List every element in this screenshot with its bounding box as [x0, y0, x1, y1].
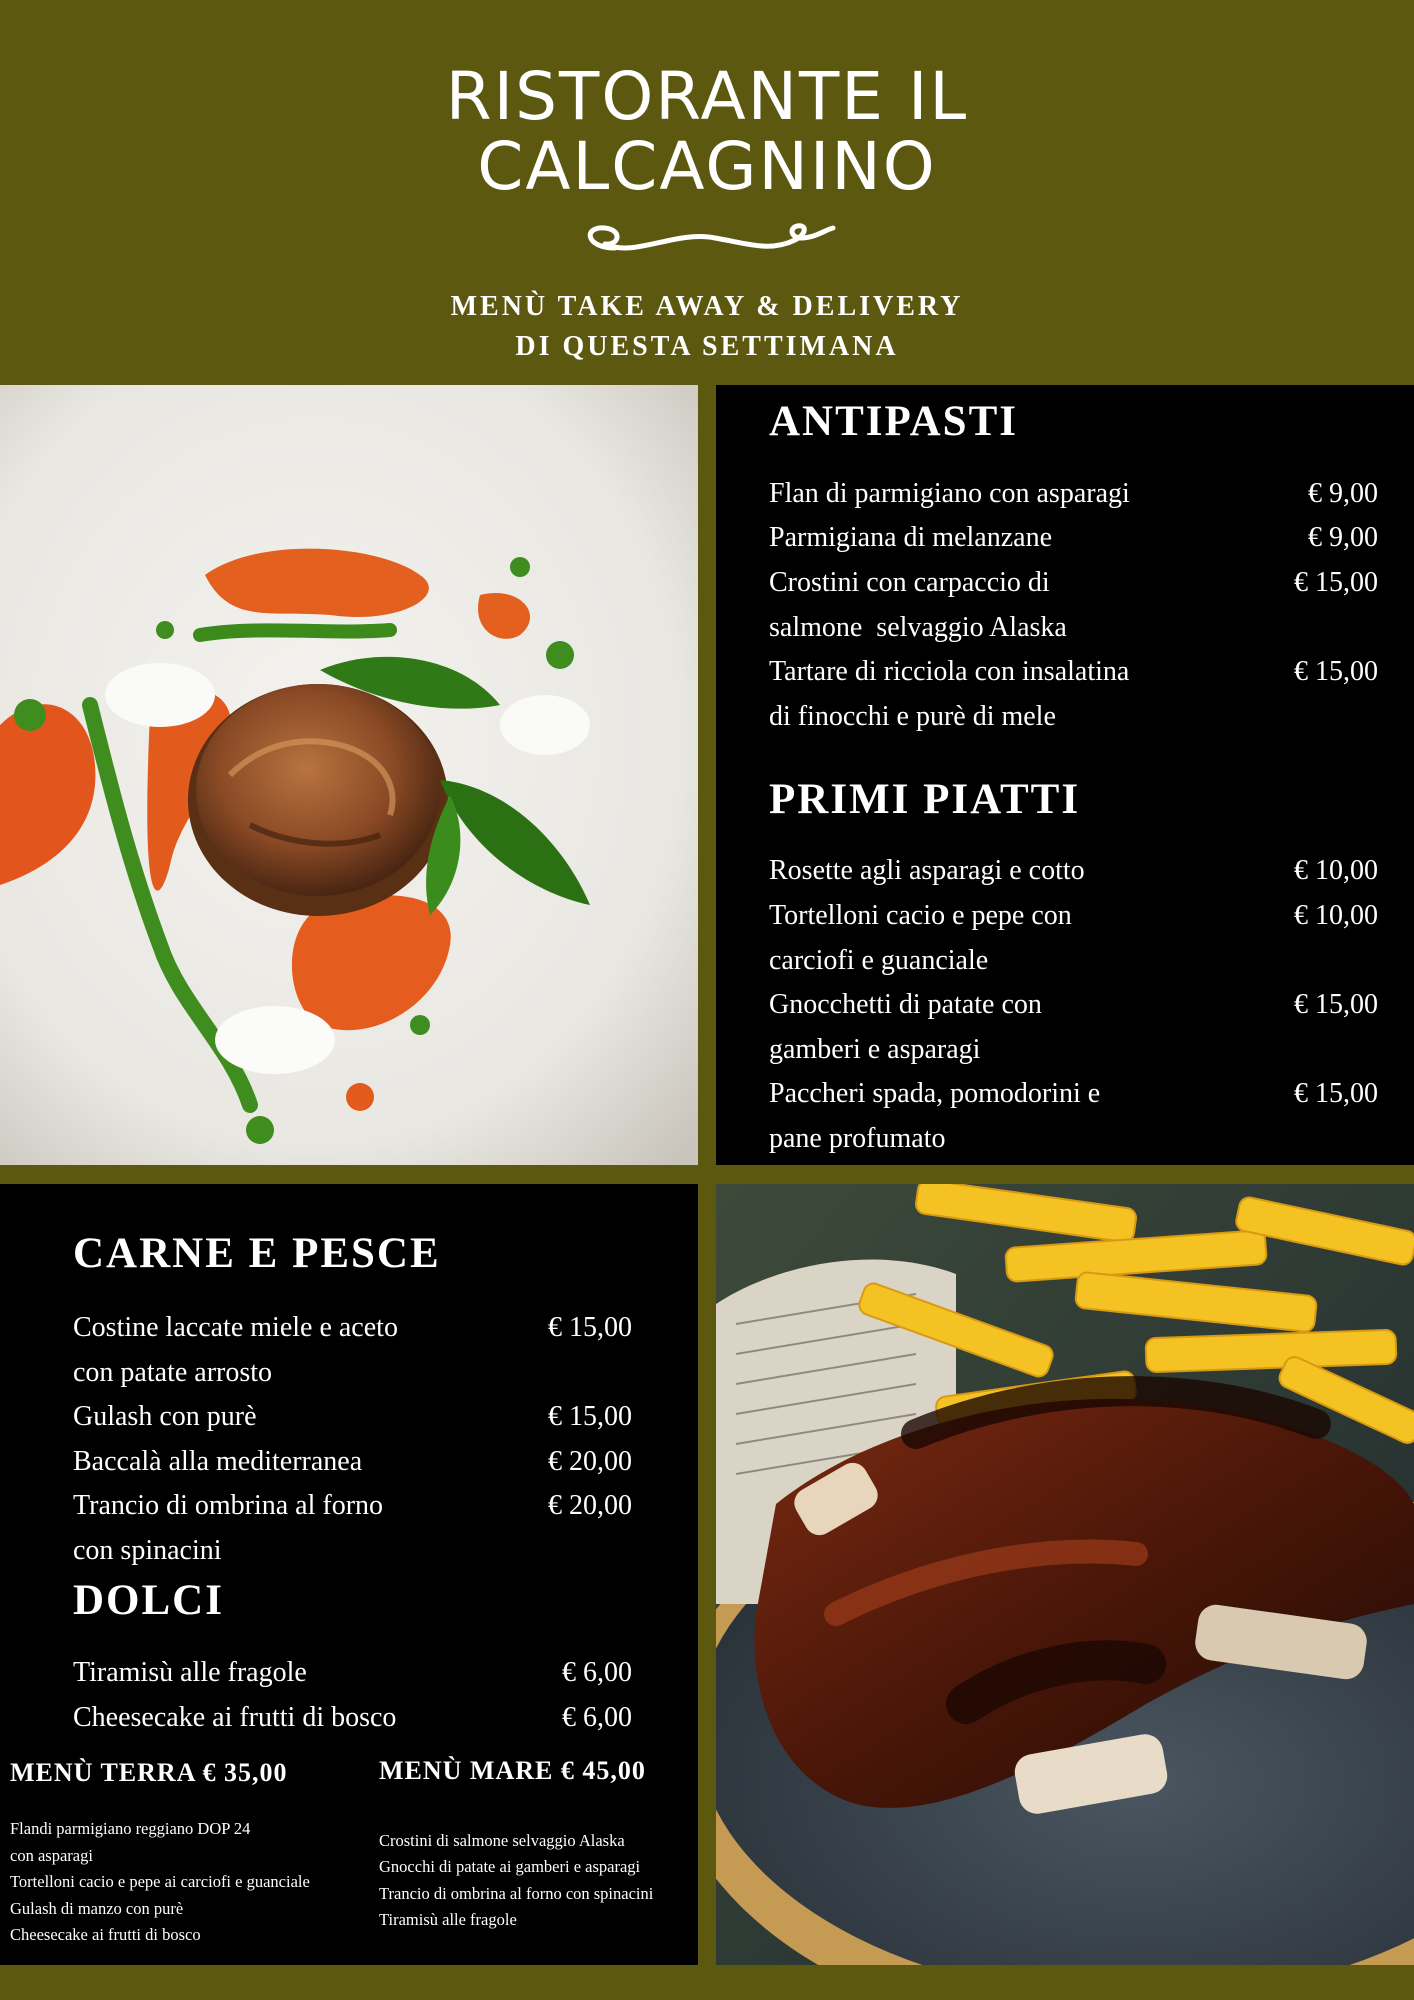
title-line-1: RISTORANTE IL — [445, 58, 969, 135]
list-item: Tiramisù alle fragole — [379, 1910, 517, 1929]
item-price: € 6,00 — [562, 1702, 632, 1733]
item-price: € 15,00 — [1294, 989, 1378, 1020]
list-item: Trancio di ombrina al forno con spinacini — [73, 1490, 384, 1566]
list-item: Tortelloni cacio e pepe con carciofi e guanciale — [769, 900, 1072, 976]
list-item: Parmigiana di melanzane — [769, 522, 1052, 553]
list-item: Gnocchetti di patate con gamberi e asparagi — [769, 989, 1042, 1065]
list-item: Gnocchi di patate ai gamberi e asparagi — [379, 1857, 641, 1876]
appetizer-photo — [0, 385, 698, 1165]
carne-title: CARNE E PESCE — [73, 1230, 441, 1277]
item-price: € 15,00 — [1294, 567, 1378, 598]
list-item: Tartare di ricciola con insalatina di finocchi e purè di mele — [769, 656, 1130, 732]
list-item: Trancio di ombrina al forno con spinacini — [379, 1884, 654, 1903]
list-item: Flandi parmigiano reggiano DOP 24 — [10, 1819, 251, 1838]
dolci-title: DOLCI — [73, 1577, 224, 1624]
item-price: € 15,00 — [1294, 656, 1378, 687]
item-price: € 15,00 — [548, 1312, 632, 1343]
restaurant-name — [0, 58, 1414, 205]
item-price: € 9,00 — [1308, 478, 1378, 509]
list-item: Crostini con carpaccio di salmone selvaggio Alaska — [769, 567, 1067, 643]
item-price: € 6,00 — [562, 1657, 632, 1688]
list-item: Paccheri spada, pomodorini e pane profumato — [769, 1078, 1101, 1154]
primi-title: PRIMI PIATTI — [769, 776, 1081, 823]
item-price: € 20,00 — [548, 1446, 632, 1477]
list-item: Baccalà alla mediterranea — [73, 1446, 363, 1477]
ribs-fries-photo — [716, 1184, 1414, 1965]
list-item: Crostini di salmone selvaggio Alaska — [379, 1831, 625, 1850]
list-item: Tiramisù alle fragole — [73, 1657, 307, 1688]
list-item: Gulash di manzo con purè — [10, 1899, 184, 1918]
swash-ornament-icon — [575, 218, 839, 264]
title-line-2: CALCAGNINO — [477, 128, 937, 205]
antipasti-primi-panel — [716, 385, 1414, 1165]
carne-dolci-panel — [0, 1184, 698, 1965]
list-item: Cheesecake ai frutti di bosco — [73, 1702, 397, 1733]
list-item: Costine laccate miele e aceto con patate arrosto — [73, 1312, 398, 1388]
antipasti-title: ANTIPASTI — [769, 398, 1018, 445]
item-price: € 15,00 — [548, 1401, 632, 1432]
list-item: Rosette agli asparagi e cotto — [769, 855, 1085, 886]
item-price: € 20,00 — [548, 1490, 632, 1521]
list-item: Flan di parmigiano con asparagi — [769, 478, 1130, 509]
list-item: Cheesecake ai frutti di bosco — [10, 1925, 201, 1944]
item-price: € 15,00 — [1294, 1078, 1378, 1109]
list-item: Gulash con purè — [73, 1401, 257, 1432]
menu-terra-title: MENÙ TERRA € 35,00 — [10, 1758, 288, 1787]
header — [0, 0, 1414, 385]
subtitle-line-1: MENÙ TAKE AWAY & DELIVERY — [450, 291, 964, 322]
list-item: Tortelloni cacio e pepe ai carciofi e guanciale — [10, 1872, 310, 1891]
item-price: € 9,00 — [1308, 522, 1378, 553]
menu-subtitle — [0, 287, 1414, 367]
subtitle-line-2: DI QUESTA SETTIMANA — [515, 331, 899, 362]
item-price: € 10,00 — [1294, 855, 1378, 886]
menu-mare-title: MENÙ MARE € 45,00 — [379, 1756, 646, 1785]
item-price: € 10,00 — [1294, 900, 1378, 931]
list-item: con asparagi — [10, 1846, 93, 1865]
